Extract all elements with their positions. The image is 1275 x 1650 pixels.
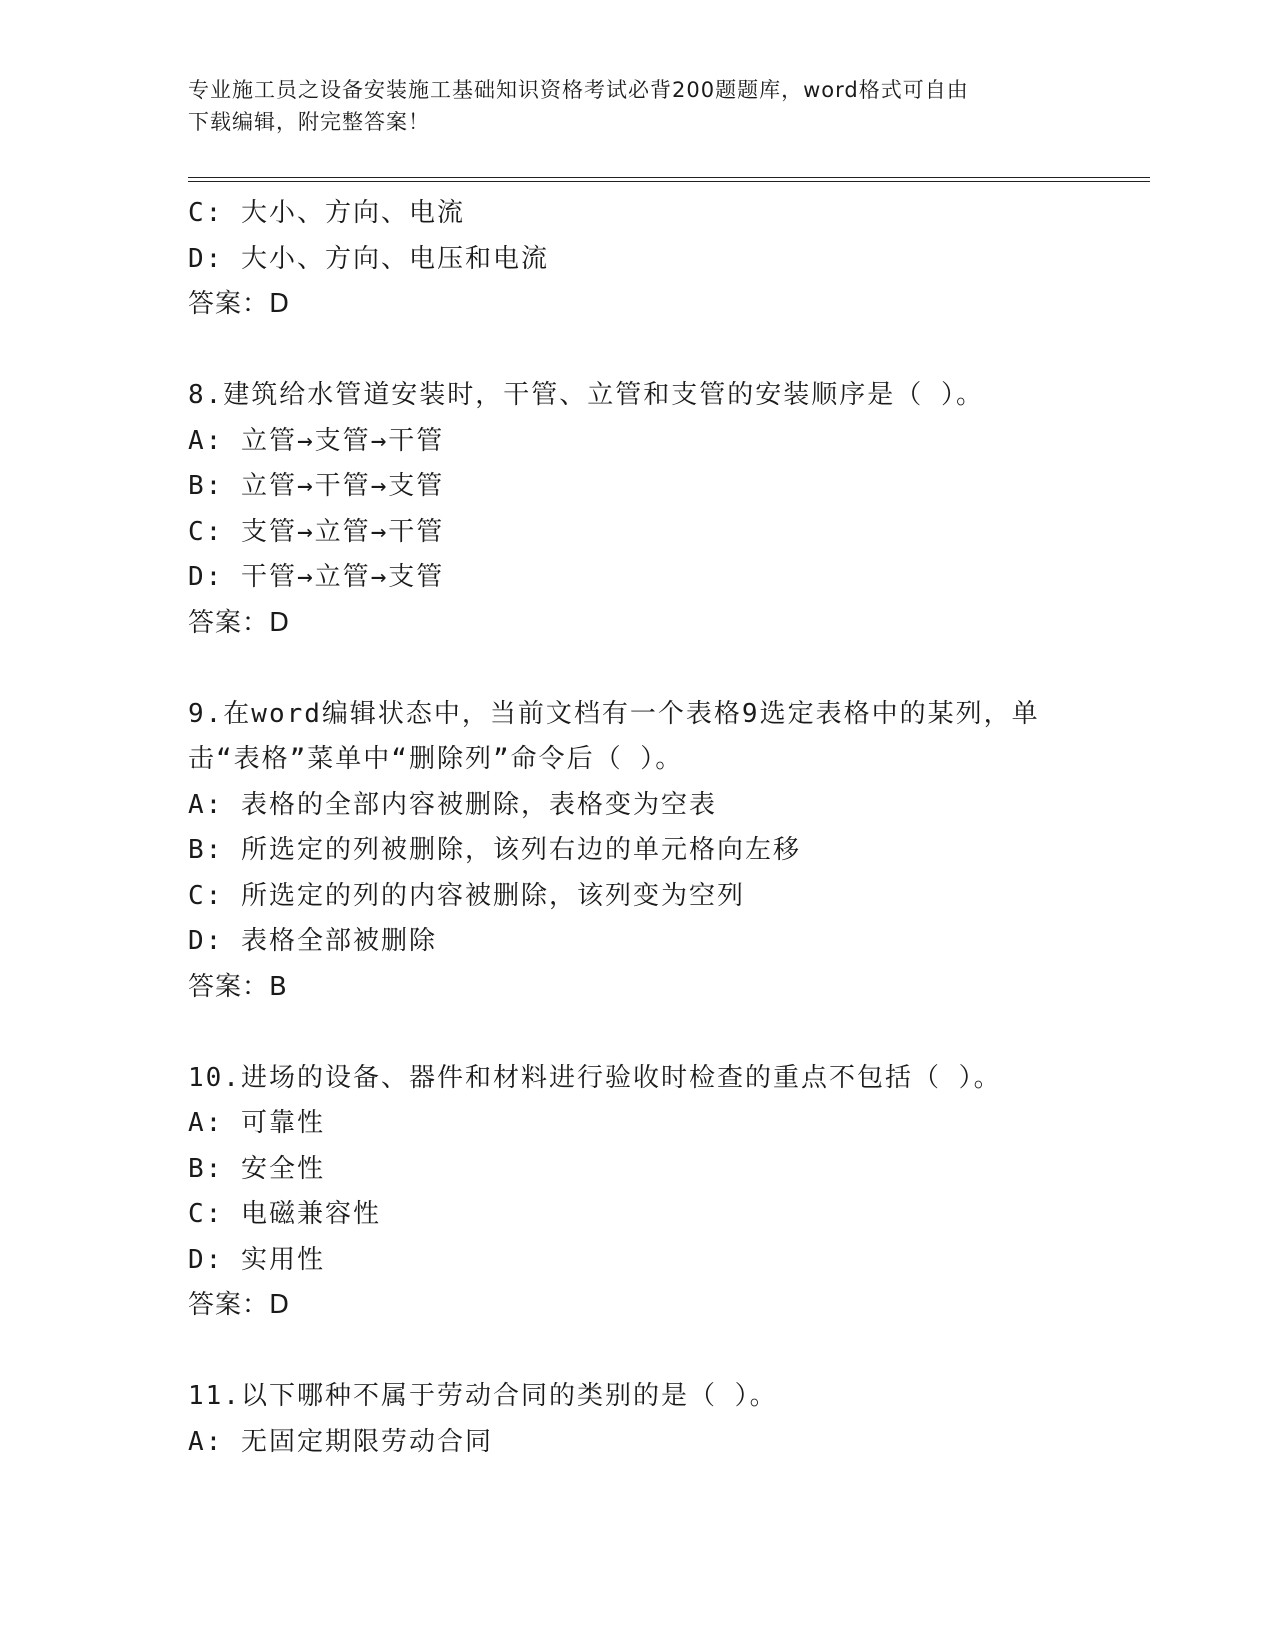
- question-11-block: [188, 1374, 1088, 1465]
- spacer: [188, 646, 1088, 692]
- option-c: C: 电磁兼容性: [188, 1199, 381, 1229]
- option-c: C: 支管→立管→干管: [188, 516, 445, 547]
- answer-line: 答案：D: [188, 607, 291, 638]
- option-b: B: 安全性: [188, 1153, 325, 1184]
- option-d: D: 表格全部被删除: [188, 926, 437, 956]
- spacer: [188, 1010, 1088, 1056]
- option-d: D: 大小、方向、电压和电流: [188, 243, 549, 274]
- answer-line: 答案：D: [188, 1290, 291, 1320]
- option-d: D: 干管→立管→支管: [188, 562, 445, 592]
- option-d: D: 实用性: [188, 1244, 325, 1275]
- answer-line: 答案：D: [188, 289, 291, 319]
- header-line-2: 下载编辑，附完整答案！: [188, 110, 430, 134]
- spacer: [188, 1329, 1088, 1375]
- option-a: A: 表格的全部内容被删除，表格变为空表: [188, 789, 717, 820]
- question-7-block: [188, 191, 1088, 328]
- option-a: A: 可靠性: [188, 1108, 325, 1138]
- spacer: [188, 328, 1088, 374]
- answer-line: 答案：B: [188, 971, 288, 1002]
- question-text-line-2: 击“表格”菜单中“删除列”命令后（ ）。: [188, 744, 684, 774]
- question-10-block: [188, 1056, 1088, 1329]
- header-divider-bottom: [188, 181, 1150, 182]
- document-header: [188, 74, 1068, 138]
- question-text: 10.进场的设备、器件和材料进行验收时检查的重点不包括（ ）。: [188, 1062, 1002, 1093]
- option-a: A: 无固定期限劳动合同: [188, 1426, 493, 1457]
- question-9-block: [188, 692, 1088, 1011]
- header-divider-top: [188, 177, 1150, 178]
- header-line-1: 专业施工员之设备安装施工基础知识资格考试必背200题题库，word格式可自由: [188, 78, 969, 102]
- question-text: 11.以下哪种不属于劳动合同的类别的是（ ）。: [188, 1381, 778, 1411]
- option-c: C: 所选定的列的内容被删除，该列变为空列: [188, 880, 745, 911]
- question-text-line-1: 9.在word编辑状态中，当前文档有一个表格9选定表格中的某列，单: [188, 698, 1040, 729]
- option-b: B: 所选定的列被删除，该列右边的单元格向左移: [188, 835, 801, 865]
- document-body: [188, 191, 1088, 1465]
- option-b: B: 立管→干管→支管: [188, 471, 445, 501]
- question-8-block: [188, 373, 1088, 646]
- option-c: C: 大小、方向、电流: [188, 198, 465, 228]
- question-text: 8.建筑给水管道安装时，干管、立管和支管的安装顺序是（ ）。: [188, 380, 984, 410]
- option-a: A: 立管→支管→干管: [188, 425, 445, 456]
